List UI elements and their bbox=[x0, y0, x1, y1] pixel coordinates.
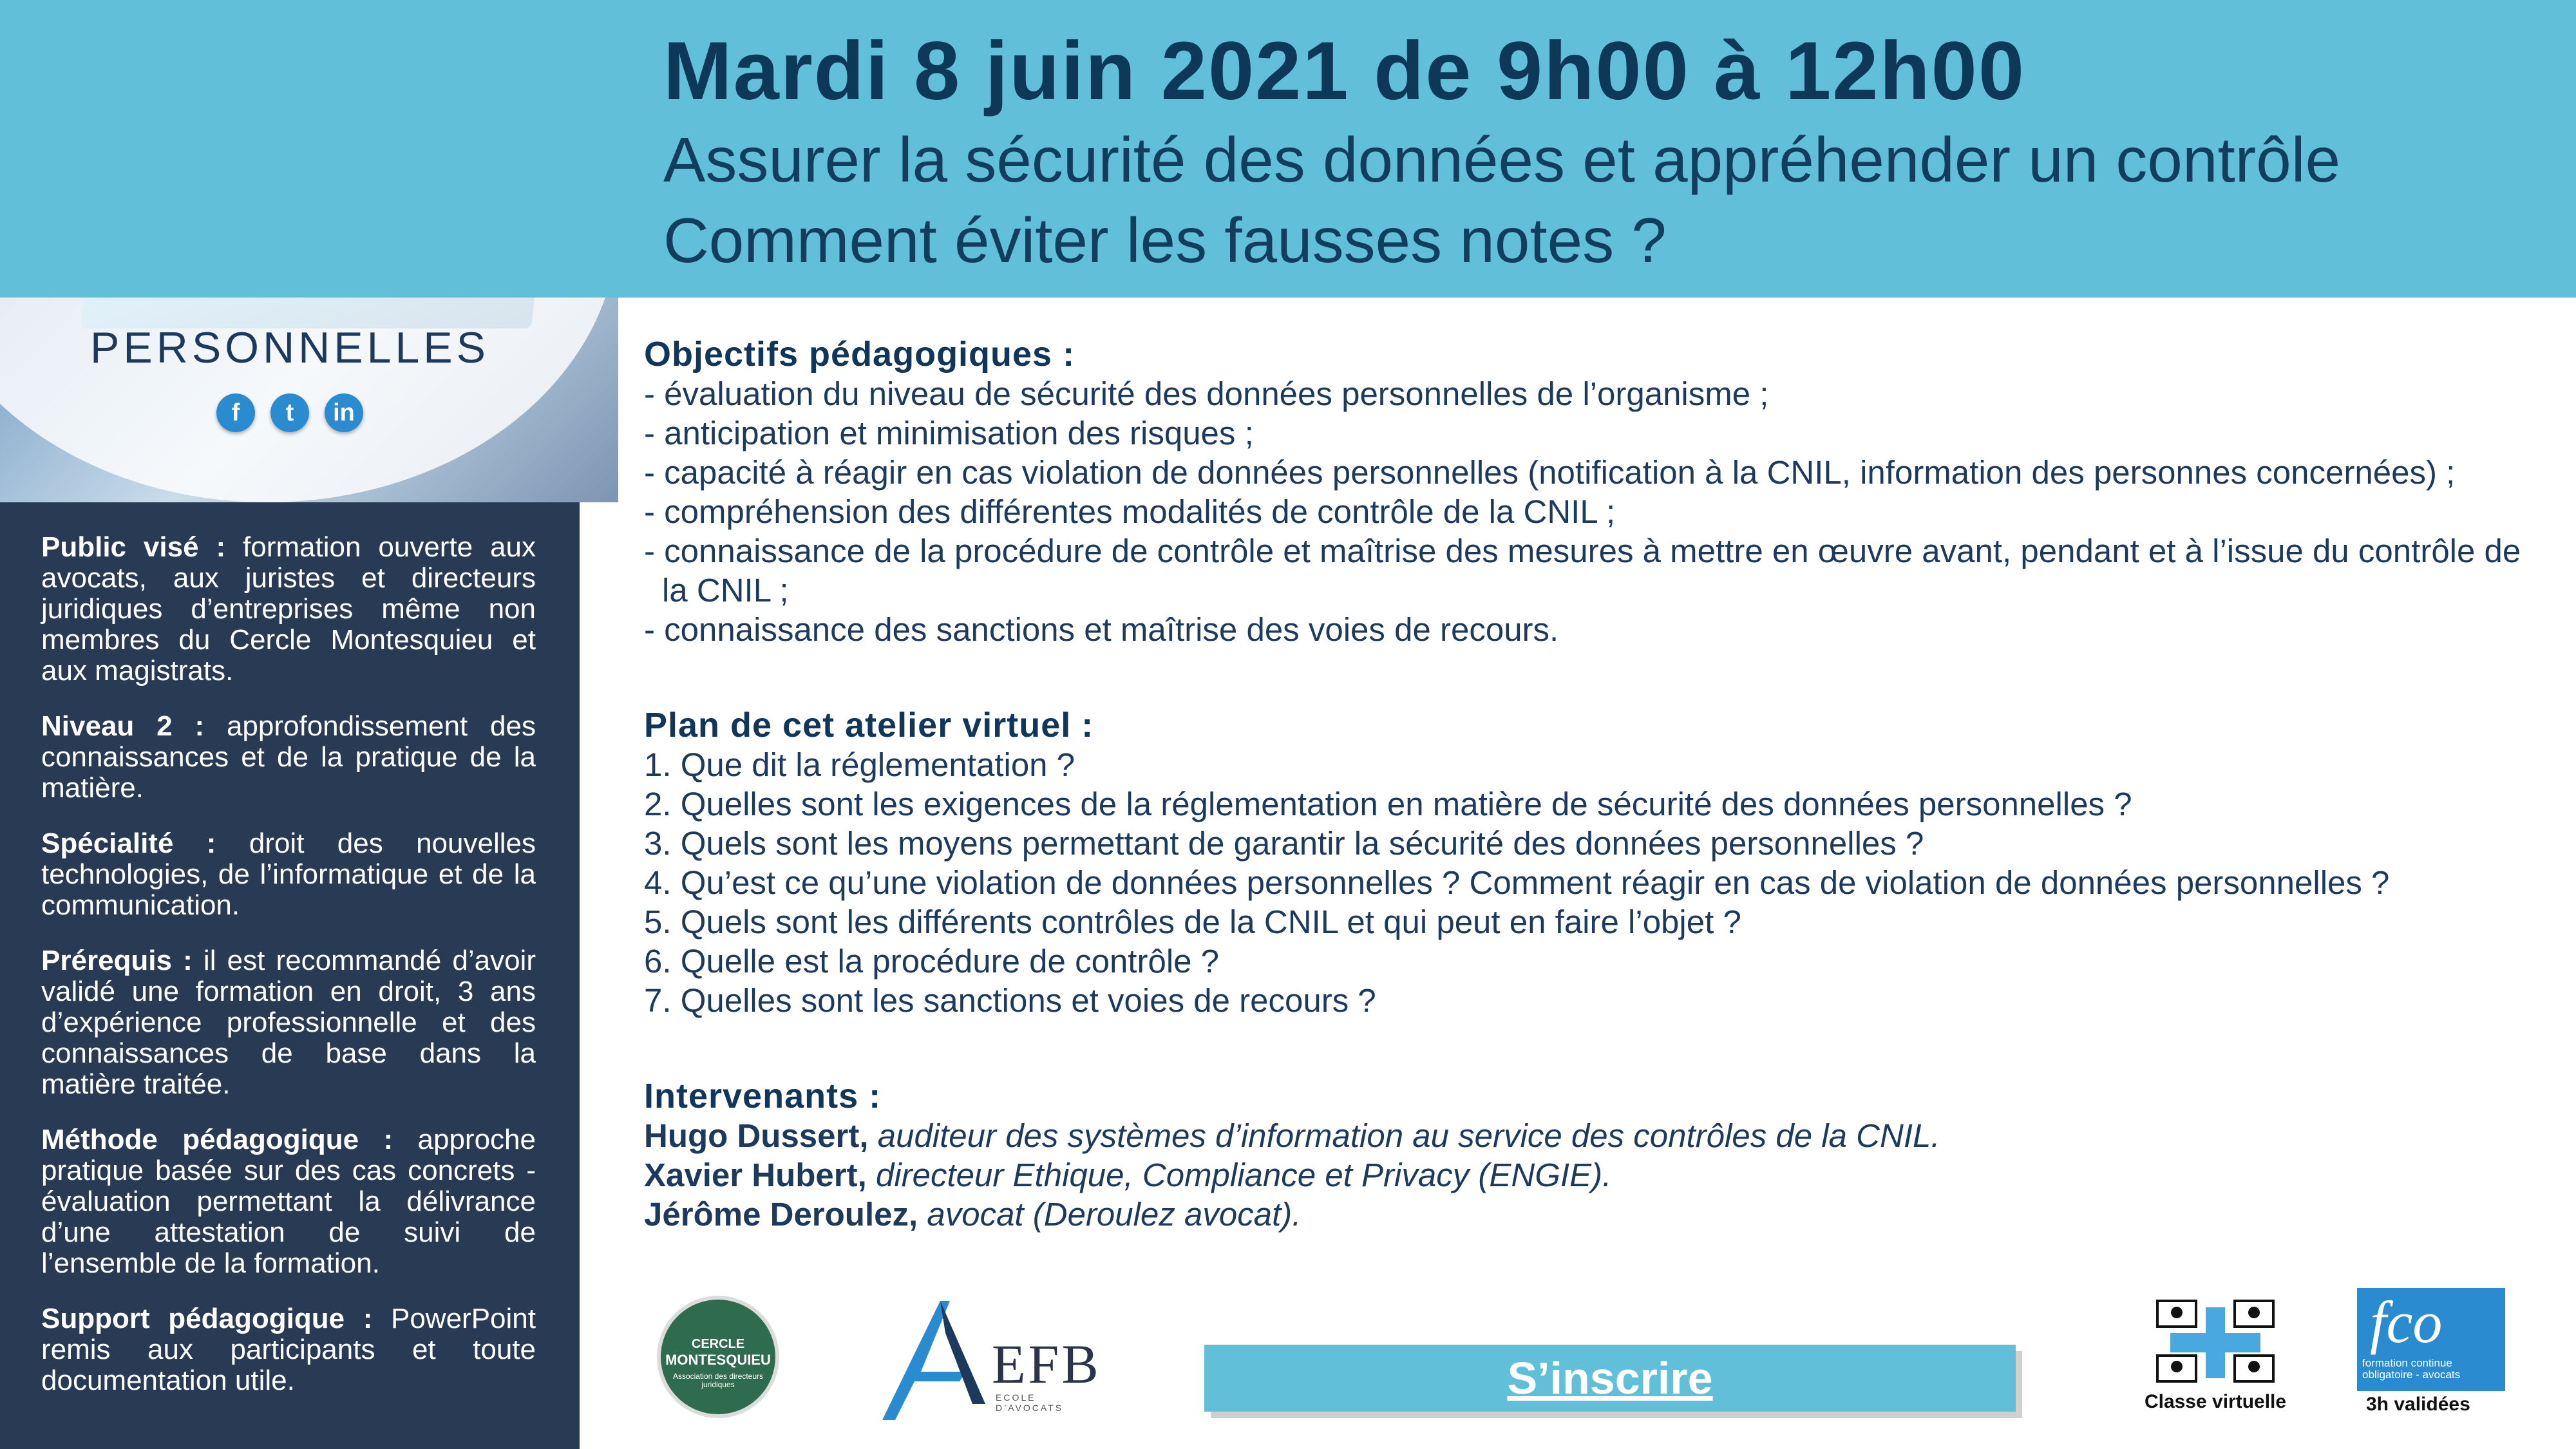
event-title: Assurer la sécurité des données et appréhender un contrôle bbox=[663, 124, 2341, 195]
sidebar-prerequisites bbox=[41, 945, 536, 1100]
plan-item: 2. Quelles sont les exigences de la réglementation en matière de sécurité des données personnelles ? bbox=[644, 786, 2132, 822]
twitter-icon[interactable]: t bbox=[270, 393, 309, 432]
efb-name: EFB bbox=[992, 1333, 1101, 1395]
efb-subtitle: ECOLE D’AVOCATS bbox=[996, 1392, 1064, 1413]
sidebar-text: PowerPoint remis aux participants et toute documentation utile. bbox=[41, 1303, 536, 1396]
sidebar-text: approfondissement des connaissances et de la pratique de la matière. bbox=[41, 710, 536, 804]
objectives-section bbox=[644, 335, 2544, 649]
sidebar-public bbox=[41, 532, 536, 687]
main-content bbox=[644, 335, 2544, 1291]
plan-item: 1. Que dit la réglementation ? bbox=[644, 746, 1075, 783]
objective-item: - connaissance de la procédure de contrôle et maîtrise des mesures à mettre en œuvre avant, pendant et à l’issue du contrôle de la CNIL ; bbox=[644, 533, 2521, 609]
module-subtitle-2: PERSONNELLES bbox=[90, 323, 489, 372]
sidebar-label: Support pédagogique : bbox=[41, 1303, 373, 1334]
cercle-logo-line: MONTESQUIEU bbox=[665, 1352, 771, 1368]
event-subtitle: Comment éviter les fausses notes ? bbox=[663, 205, 1667, 276]
speaker-item bbox=[644, 1155, 2544, 1195]
plan-item: 3. Quels sont les moyens permettant de garantir la sécurité des données personnelles ? bbox=[644, 825, 1924, 862]
sidebar-text: droit des nouvelles technologies, de l’informatique et de la communication. bbox=[41, 828, 536, 921]
plan-item: 6. Quelle est la procédure de contrôle ? bbox=[644, 943, 1220, 980]
facebook-icon[interactable]: f bbox=[216, 393, 255, 432]
fco-logo bbox=[2357, 1288, 2505, 1391]
fco-logo-text: fco bbox=[2370, 1289, 2443, 1355]
objective-item: - anticipation et minimisation des risques ; bbox=[644, 415, 1254, 451]
sidebar-specialty bbox=[41, 828, 536, 921]
sidebar-label: Prérequis : bbox=[41, 945, 193, 976]
speaker-name: Jérôme Deroulez, bbox=[644, 1196, 918, 1233]
sidebar-info bbox=[41, 532, 536, 1421]
top-banner bbox=[0, 0, 2576, 298]
speaker-role: auditeur des systèmes d’information au service des contrôles de la CNIL. bbox=[868, 1117, 1940, 1154]
cercle-logo-line: Association des directeurs juridiques bbox=[672, 1372, 764, 1389]
speakers-section bbox=[644, 1077, 2544, 1234]
cercle-logo-line: CERCLE bbox=[691, 1337, 745, 1351]
classe-virtuelle-badge bbox=[2138, 1294, 2293, 1413]
sidebar-label: Public visé : bbox=[41, 531, 226, 563]
speaker-role: avocat (Deroulez avocat). bbox=[918, 1196, 1302, 1233]
speaker-item bbox=[644, 1116, 2544, 1155]
speaker-role: directeur Ethique, Compliance et Privacy (ENGIE). bbox=[866, 1157, 1612, 1193]
speaker-name: Xavier Hubert, bbox=[644, 1157, 867, 1193]
register-button[interactable] bbox=[1204, 1345, 2016, 1412]
efb-logo bbox=[869, 1294, 1108, 1423]
sidebar-label: Spécialité : bbox=[41, 828, 216, 859]
speaker-name: Hugo Dussert, bbox=[644, 1117, 869, 1154]
plan-item: 5. Quels sont les différents contrôles de la CNIL et qui peut en faire l’objet ? bbox=[644, 904, 1741, 940]
sidebar-label: Méthode pédagogique : bbox=[41, 1124, 393, 1155]
register-button-label[interactable]: S’inscrire bbox=[1507, 1353, 1713, 1403]
fco-badge bbox=[2357, 1288, 2512, 1416]
linkedin-icon[interactable]: in bbox=[325, 393, 363, 432]
objective-item: - compréhension des différentes modalités de contrôle de la CNIL ; bbox=[644, 493, 1616, 530]
sidebar-label: Niveau 2 : bbox=[41, 710, 205, 742]
event-date: Mardi 8 juin 2021 de 9h00 à 12h00 bbox=[663, 25, 2025, 117]
plan-heading: Plan de cet atelier virtuel : bbox=[644, 706, 1094, 744]
objective-item: - capacité à réagir en cas violation de données personnelles (notification à la CNIL, information des personnes concernées) ; bbox=[644, 454, 2456, 491]
sidebar-level bbox=[41, 711, 536, 804]
sidebar-text: il est recommandé d’avoir validé une formation en droit, 3 ans d’expérience professionnelle et des connaissances de base dans la matière traitée. bbox=[41, 945, 536, 1100]
sidebar-text: approche pratique basée sur des cas concrets - évaluation permettant la délivrance d’une attestation de suivi de l’ensemble de la formation. bbox=[41, 1124, 536, 1279]
plan-section bbox=[644, 706, 2544, 1020]
objective-item: - évaluation du niveau de sécurité des données personnelles de l’organisme ; bbox=[644, 375, 1769, 412]
efb-mark-icon bbox=[869, 1294, 992, 1423]
sidebar-text: formation ouverte aux avocats, aux juristes et directeurs juridiques d’entreprises même non membres du Cercle Montesquieu et aux magistrats. bbox=[41, 531, 536, 687]
fco-logo-subtitle: formation continue obligatoire - avocats bbox=[2362, 1357, 2461, 1381]
speakers-heading: Intervenants : bbox=[644, 1077, 882, 1115]
objectives-heading: Objectifs pédagogiques : bbox=[644, 335, 1075, 374]
sidebar-method bbox=[41, 1124, 536, 1279]
social-links bbox=[0, 393, 580, 432]
fco-hours-label: 3h validées bbox=[2366, 1394, 2470, 1415]
classe-virtuelle-label: Classe virtuelle bbox=[2144, 1391, 2287, 1412]
plan-item: 4. Qu’est ce qu’une violation de données personnelles ? Comment réagir en cas de violation de données personnelles ? bbox=[644, 864, 2390, 901]
speaker-item bbox=[644, 1195, 2544, 1234]
objective-item: - connaissance des sanctions et maîtrise des voies de recours. bbox=[644, 611, 1559, 648]
virtual-class-icon bbox=[2145, 1294, 2286, 1391]
banner-text bbox=[663, 23, 2563, 281]
plan-item: 7. Quelles sont les sanctions et voies de recours ? bbox=[644, 982, 1376, 1019]
sidebar-support bbox=[41, 1303, 536, 1396]
cercle-montesquieu-logo bbox=[657, 1296, 779, 1418]
